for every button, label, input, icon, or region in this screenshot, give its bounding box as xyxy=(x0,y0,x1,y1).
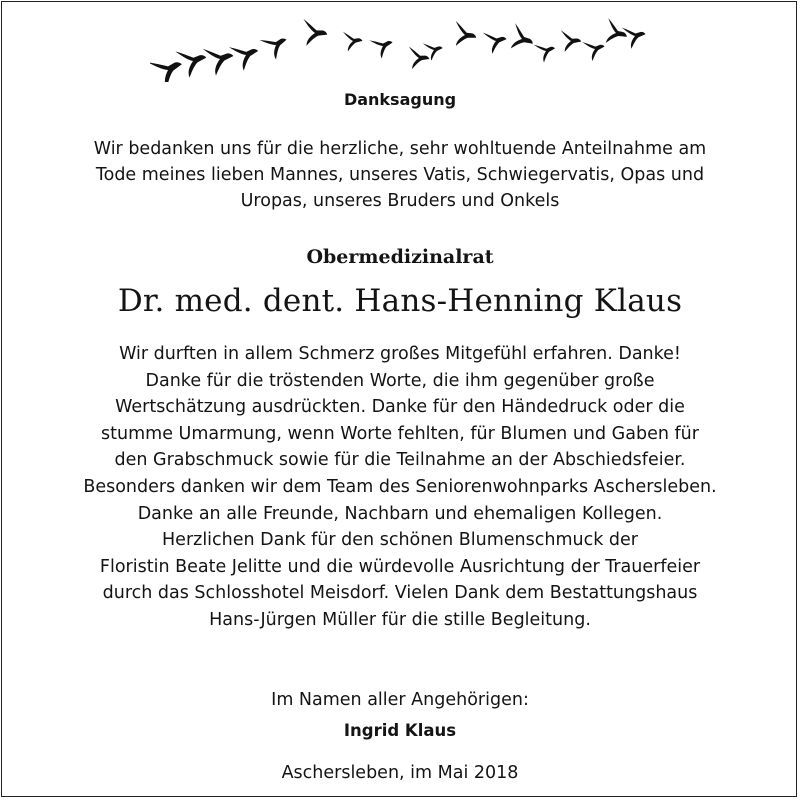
deceased-name: Dr. med. dent. Hans-Henning Klaus xyxy=(117,283,683,319)
thanks-line: Hans-Jürgen Müller für die stille Begleitung. xyxy=(209,609,591,630)
thanks-line: den Grabschmuck sowie für die Teilnahme an der Abschiedsfeier. xyxy=(114,450,686,471)
thanks-line: Danke an alle Freunde, Nachbarn und ehemaligen Kollegen. xyxy=(137,503,663,524)
thanks-paragraph xyxy=(0,341,800,634)
thanks-line: Danke für die tröstenden Worte, die ihm gegenüber große xyxy=(145,370,655,391)
thanks-line: Besonders danken wir dem Team des Seniorenwohnparks Aschersleben. xyxy=(83,476,717,497)
thanks-line: durch das Schlosshotel Meisdorf. Vielen Dank dem Bestattungshaus xyxy=(102,583,698,604)
intro-paragraph xyxy=(0,136,800,214)
signer-name: Ingrid Klaus xyxy=(343,721,457,740)
intro-line: Uropas, unseres Bruders und Onkels xyxy=(240,191,560,211)
thanks-line: stumme Umarmung, wenn Worte fehlten, für Blumen und Gaben für xyxy=(101,423,699,444)
thanks-line: Herzlichen Dank für den schönen Blumenschmuck der xyxy=(162,530,638,551)
thanks-line: Wir durften in allem Schmerz großes Mitgefühl erfahren. Danke! xyxy=(119,344,681,364)
thanks-line: Floristin Beate Jelitte und die würdevolle Ausrichtung der Trauerfeier xyxy=(99,556,701,577)
signature-intro: Im Namen aller Angehörigen: xyxy=(271,690,529,710)
thanks-line: Wertschätzung ausdrückten. Danke für den Händedruck oder die xyxy=(115,397,685,418)
heading-danksagung: Danksagung xyxy=(343,90,457,109)
place-date: Aschersleben, im Mai 2018 xyxy=(281,763,519,783)
flying-birds-icon xyxy=(150,16,650,82)
intro-line: Tode meines lieben Mannes, unseres Vatis, Schwiegervatis, Opas und xyxy=(95,165,705,185)
intro-line: Wir bedanken uns für die herzliche, sehr wohltuende Anteilnahme am xyxy=(93,139,707,159)
honorific-title: Obermedizinalrat xyxy=(306,246,494,268)
